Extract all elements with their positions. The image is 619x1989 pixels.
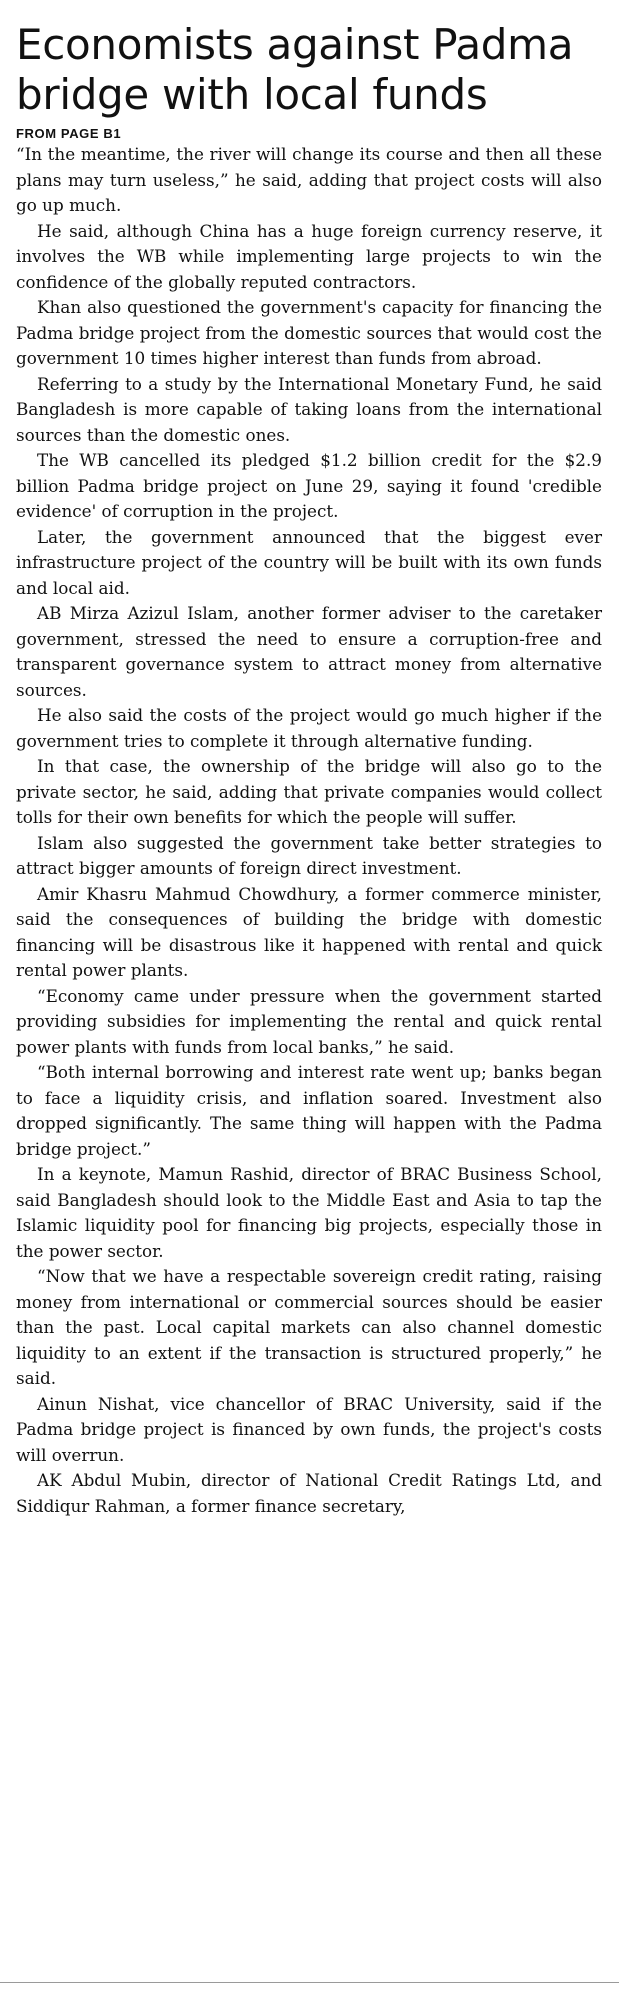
paragraph: In a keynote, Mamun Rashid, director of BRAC Business School, said Bangladesh should look to the Middle East and Asia to tap the Islamic liquidity pool for financing big projects, especially those in the power sector. (16, 1164, 602, 1261)
paragraph: He said, although China has a huge foreign currency reserve, it involves the WB while implementing large projects to win the confidence of the globally reputed contractors. (16, 220, 602, 292)
paragraph: Later, the government announced that the biggest ever infrastructure project of the country will be built with its own funds and local aid. (16, 526, 602, 598)
paragraph: AB Mirza Azizul Islam, another former adviser to the caretaker government, stressed the need to ensure a corruption-free and transparent governance system to attract money from alternative sources. (16, 603, 602, 700)
article-body (16, 142, 602, 1519)
news-article (16, 8, 602, 1519)
paragraph: Islam also suggested the government take better strategies to attract bigger amounts of foreign direct investment. (16, 832, 602, 878)
paragraph: “In the meantime, the river will change its course and then all these plans may turn useless,” he said, adding that project costs will also go up much. (16, 144, 602, 215)
headline-line-2: bridge with local funds (16, 70, 488, 119)
article-headline (16, 20, 602, 120)
paragraph: He also said the costs of the project would go much higher if the government tries to complete it through alternative funding. (16, 705, 602, 751)
dateline: FROM PAGE B1 (16, 126, 122, 141)
paragraph: The WB cancelled its pledged $1.2 billion credit for the $2.9 billion Padma bridge project on June 29, saying it found 'credible evidence' of corruption in the project. (16, 450, 602, 521)
bottom-divider (0, 1982, 619, 1983)
paragraph: “Now that we have a respectable sovereign credit rating, raising money from international or commercial sources should be easier than the past. Local capital markets can also channel domestic liquidity to an extent if the transaction is structured properly,” he said. (16, 1266, 602, 1388)
paragraph: “Both internal borrowing and interest rate went up; banks began to face a liquidity crisis, and inflation soared. Investment also dropped significantly. The same thing will happen with the Padma bridge project.” (16, 1062, 602, 1159)
paragraph: Amir Khasru Mahmud Chowdhury, a former commerce minister, said the consequences of building the bridge with domestic financing will be disastrous like it happened with rental and quick rental power plants. (16, 883, 602, 980)
paragraph: AK Abdul Mubin, director of National Credit Ratings Ltd, and Siddiqur Rahman, a former finance secretary, (16, 1470, 602, 1516)
paragraph: Referring to a study by the International Monetary Fund, he said Bangladesh is more capable of taking loans from the international sources than the domestic ones. (16, 373, 602, 445)
paragraph: In that case, the ownership of the bridge will also go to the private sector, he said, adding that private companies would collect tolls for their own benefits for which the people will suffer. (16, 756, 602, 827)
paragraph: Khan also questioned the government's capacity for financing the Padma bridge project from the domestic sources that would cost the government 10 times higher interest than funds from abroad. (16, 297, 602, 368)
headline-line-1: Economists against Padma (16, 20, 574, 69)
paragraph: “Economy came under pressure when the government started providing subsidies for implementing the rental and quick rental power plants with funds from local banks,” he said. (16, 985, 602, 1057)
paragraph: Ainun Nishat, vice chancellor of BRAC University, said if the Padma bridge project is financed by own funds, the project's costs will overrun. (16, 1393, 602, 1465)
